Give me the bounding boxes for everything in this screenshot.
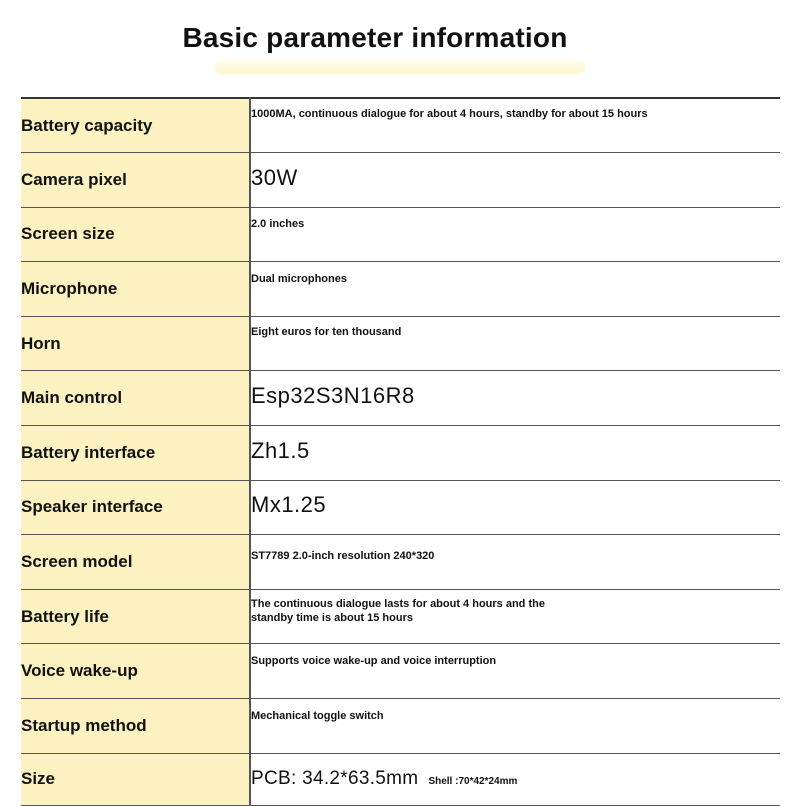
row-value-cell [250,316,780,371]
row-value: Esp32S3N16R8 [251,383,415,409]
row-value-cell [250,426,780,481]
parameter-table [21,97,780,806]
row-value-cell [250,753,780,805]
row-value: Mx1.25 [251,492,327,518]
row-value-cell [250,153,780,208]
row-value-cell [250,480,780,535]
row-value-cell [250,371,780,426]
row-label: Battery life [21,589,250,644]
pcb-size: PCB: 34.2*63.5mm [251,768,419,790]
table-row [21,371,780,426]
row-value-cell [250,699,780,754]
row-value-line: The continuous dialogue lasts for about 4 hours and the [251,597,545,610]
table-row [21,316,780,371]
row-label: Screen size [21,207,250,262]
row-label: Main control [21,371,250,426]
table-row [21,98,780,153]
table-row [21,699,780,754]
row-label: Battery capacity [21,98,250,153]
row-label: Size [21,753,250,805]
row-label: Startup method [21,699,250,754]
row-value: Mechanical toggle switch [251,709,384,722]
row-value-cell [250,535,780,590]
row-label: Voice wake-up [21,644,250,699]
row-label: Camera pixel [21,153,250,208]
table-row [21,589,780,644]
row-label: Speaker interface [21,480,250,535]
row-value: Eight euros for ten thousand [251,325,402,338]
row-value-cell [250,262,780,317]
row-value-cell [250,207,780,262]
row-value: Dual microphones [251,273,347,286]
table-row [21,480,780,535]
row-value: 30W [251,164,298,190]
row-value-cell [250,98,780,153]
row-value-cell [250,644,780,699]
title-highlight [215,60,585,74]
row-value: ST7789 2.0-inch resolution 240*320 [251,550,435,563]
table-row [21,262,780,317]
row-label: Battery interface [21,426,250,481]
row-value-line: standby time is about 15 hours [251,611,413,624]
table-row [21,153,780,208]
table-row [21,644,780,699]
row-label: Screen model [21,535,250,590]
row-value: 2.0 inches [251,218,305,231]
page-title: Basic parameter information [182,22,568,53]
row-value: 1000MA, continuous dialogue for about 4 hours, standby for about 15 hours [251,107,648,120]
table-row [21,207,780,262]
table-row [21,535,780,590]
table-row [21,753,780,805]
row-label: Horn [21,316,250,371]
row-value: Zh1.5 [251,437,310,463]
row-label: Microphone [21,262,250,317]
shell-size: Shell :70*42*24mm [428,776,518,788]
row-value: Supports voice wake-up and voice interruption [251,655,497,668]
table-row [21,426,780,481]
row-value-cell [250,589,780,644]
